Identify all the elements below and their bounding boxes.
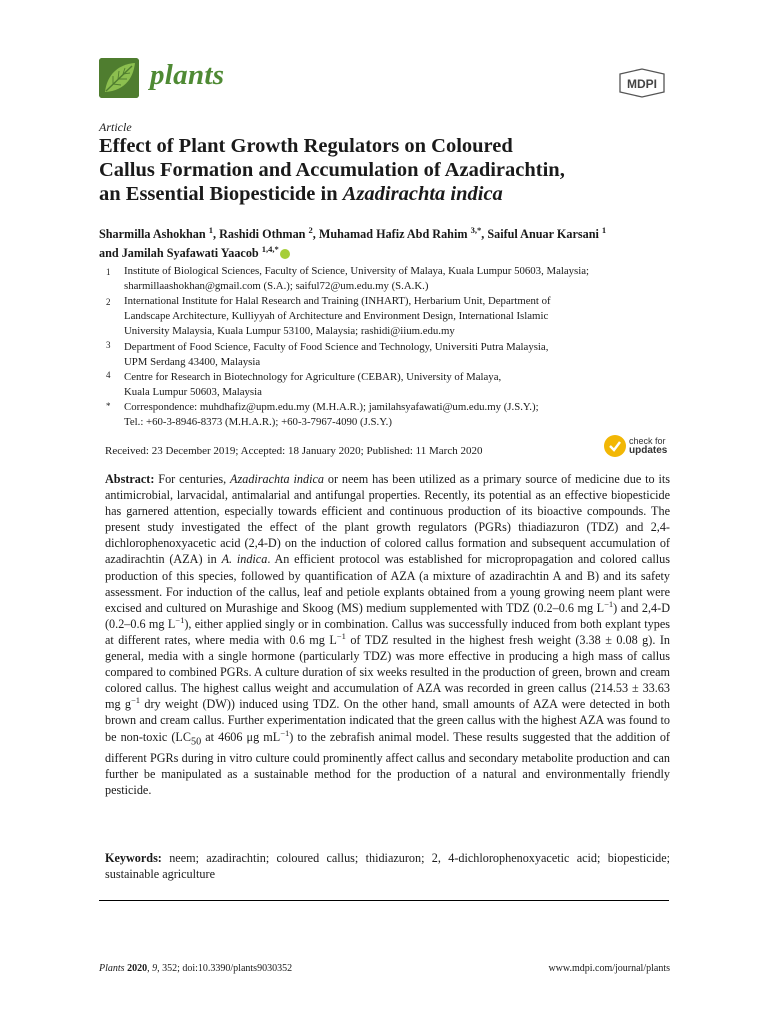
article-type: Article <box>99 120 132 134</box>
check-mark-icon <box>604 435 626 457</box>
affiliation-line: Department of Food Science, Faculty of Food Science and Technology, Universiti Putra Malaysia, <box>124 341 549 353</box>
keywords-text: neem; azadirachtin; coloured callus; thidiazuron; 2, 4-dichlorophenoxyacetic acid; biopesticide; sustainable agriculture <box>105 851 670 882</box>
affiliation-line: Correspondence: muhdhafiz@upm.edu.my (M.H.A.R.); jamilahsyafawati@um.edu.my (J.S.Y.); <box>124 401 539 413</box>
author-separator: , <box>312 227 319 241</box>
correspondence <box>124 400 664 430</box>
correspondence-marker: * <box>106 401 111 411</box>
author-affil: 2 <box>308 224 313 235</box>
affiliation-line: UPM Serdang 43400, Malaysia <box>124 356 261 369</box>
author-line-1 <box>99 225 674 244</box>
footer-volume: 9 <box>152 963 158 974</box>
abstract-superscript: −1 <box>280 727 290 738</box>
affiliation-number: 2 <box>106 297 111 307</box>
title-line-3-prefix: an Essential Biopesticide in <box>99 183 343 205</box>
affiliation-number: 3 <box>106 340 111 350</box>
title-line-3 <box>99 182 669 206</box>
author-line-2 <box>99 244 674 263</box>
abstract-subscript: 50 <box>191 735 202 747</box>
citation-footer: Plants 2020, 9, 352; doi:10.3390/plants9030352 <box>99 963 293 974</box>
check-updates-line-1[interactable]: check for <box>629 436 666 446</box>
affiliation-3 <box>124 340 664 370</box>
keywords-label: Keywords: <box>105 851 162 865</box>
check-updates-line-2[interactable]: updates <box>629 445 668 456</box>
abstract-text: dry weight (DW)) induced using TDZ. On the other hand, small amounts of AZA were detected in both brown and cream callus. Further experimentation indicated that the green callus with the highest AZA was found to be non-toxic (LC <box>105 697 670 744</box>
affiliation-line: Kuala Lumpur 50603, Malaysia <box>124 386 262 399</box>
title-line-2: Callus Formation and Accumulation of Azadirachtin, <box>99 159 565 181</box>
footer-journal: Plants <box>99 963 125 974</box>
journal-logo <box>99 58 139 98</box>
mdpi-logo-icon <box>616 68 668 98</box>
title-species: Azadirachta indica <box>342 183 503 205</box>
abstract-text: For centuries, <box>154 472 231 486</box>
affiliation-line: Institute of Biological Sciences, Faculty of Science, University of Malaya, Kuala Lumpur 50603, Malaysia; <box>124 265 590 277</box>
keywords <box>105 850 670 882</box>
footer-doi[interactable]: , 352; doi:10.3390/plants9030352 <box>157 963 293 974</box>
leaf-icon <box>99 58 139 98</box>
author-separator: , <box>213 227 220 241</box>
author-list <box>99 225 674 263</box>
affiliation-line: Centre for Research in Biotechnology for Agriculture (CEBAR), University of Malaya, <box>124 371 502 383</box>
author-affil: 3,* <box>470 224 482 235</box>
author-affil: 1,4,* <box>261 243 279 254</box>
abstract-text: . An efficient protocol was established for micropropagation and colored callus production of this species, followed by quantification of AZA (a mixture of azadirachtin A and B) and its safety assessment. For induction of the callus, leaf and petiole explants obtained from a young growing neem plant were excised and cultured on Murashige and Skoog (MS) medium supplemented with TDZ (0.2–0.6 mg L <box>105 552 670 615</box>
abstract-text: of TDZ resulted in the highest fresh weight (3.38 ± 0.08 g). In general, media with a single hormone (particularly TDZ) was more effective in producing a high mass of callus compared to combined PGRs. A culture duration of six weeks resulted in the production of green, brown and cream colored callus. The highest callus weight and accumulation of AZA was recorded in green callus (214.53 ± 33.63 mg g <box>105 632 670 712</box>
affiliation-line: International Institute for Halal Research and Training (INHART), Herbarium Unit, Department of <box>124 295 551 307</box>
author-name[interactable]: and Jamilah Syafawati Yaacob <box>99 246 259 260</box>
abstract-species: A. indica <box>221 552 268 567</box>
abstract-superscript: −1 <box>175 614 185 625</box>
title-line-1: Effect of Plant Growth Regulators on Coloured <box>99 135 513 157</box>
journal-url[interactable]: www.mdpi.com/journal/plants <box>548 963 670 974</box>
abstract-text: ), either applied singly or in combination. Callus was successfully induced from both explant types at different rates, where media with 0.6 mg L <box>105 616 671 647</box>
affiliation-line: Landscape Architecture, Kulliyyah of Architecture and Environment Design, International Islamic <box>124 310 549 323</box>
affiliation-line: University Malaysia, Kuala Lumpur 53100, Malaysia; rashidi@iium.edu.my <box>124 325 455 338</box>
author-name[interactable]: Saiful Anuar Karsani <box>487 227 599 241</box>
affiliation-line: Tel.: +60-3-8946-8373 (M.H.A.R.); +60-3-7967-4090 (J.S.Y.) <box>124 416 392 429</box>
paper-title <box>99 134 669 206</box>
affiliation-4 <box>124 370 664 400</box>
author-name[interactable]: Rashidi Othman <box>219 227 306 241</box>
divider <box>99 900 669 901</box>
affiliation-number: 1 <box>106 267 111 277</box>
abstract-label: Abstract: <box>105 472 155 486</box>
affiliation-line: sharmillaashokhan@gmail.com (S.A.); saiful72@um.edu.my (S.A.K.) <box>124 280 429 293</box>
affiliation-2 <box>124 294 664 340</box>
publication-dates: Received: 23 December 2019; Accepted: 18 January 2020; Published: 11 March 2020 <box>105 445 483 457</box>
abstract-text: at 4606 μg mL <box>201 729 281 744</box>
affiliation-number: 4 <box>106 370 111 380</box>
abstract <box>105 471 670 798</box>
abstract-superscript: −1 <box>604 598 614 609</box>
author-separator: , <box>481 227 488 241</box>
orcid-icon[interactable] <box>280 249 290 259</box>
author-name[interactable]: Muhamad Hafiz Abd Rahim <box>318 227 468 241</box>
abstract-species: Azadirachta indica <box>230 472 324 486</box>
publisher-logo <box>616 68 668 98</box>
author-affil: 1 <box>208 224 213 235</box>
affiliation-1 <box>124 264 664 294</box>
abstract-text: ) to the zebrafish animal model. These results suggested that the addition of different PGRs during in vitro culture could prominently affect callus and secondary metabolite production and can further be manipulated as a sustainable method for the production of a natural and environmentally friendly pesticide. <box>105 729 670 798</box>
journal-name: plants <box>150 59 225 91</box>
check-updates-icon[interactable] <box>604 435 626 457</box>
footer-year: 2020 <box>127 963 148 974</box>
author-name[interactable]: Sharmilla Ashokhan <box>99 227 206 241</box>
publisher-name: MDPI <box>627 77 657 91</box>
abstract-text: ) and 2,4-D (0.2–0.6 mg L <box>105 600 671 631</box>
abstract-superscript: −1 <box>336 630 346 641</box>
author-affil: 1 <box>601 224 607 235</box>
abstract-text: or neem has been utilized as a primary source of medicine due to its antimicrobial, larvacidal, antimalarial and antifungal properties. Recently, its potential as an effective biopesticide has garnered attention, especially towards efficient and continuous production of its bioactive compounds. The present study investigated the effect of the plant growth regulators (PGRs) thiadiazuron (TDZ) and 2,4-dichlorophenoxyacetic acid (2,4-D) on the induction of colored callus formation and subsequent accumulation of azadirachtin (AZA) in <box>105 472 671 567</box>
abstract-superscript: −1 <box>131 695 141 706</box>
